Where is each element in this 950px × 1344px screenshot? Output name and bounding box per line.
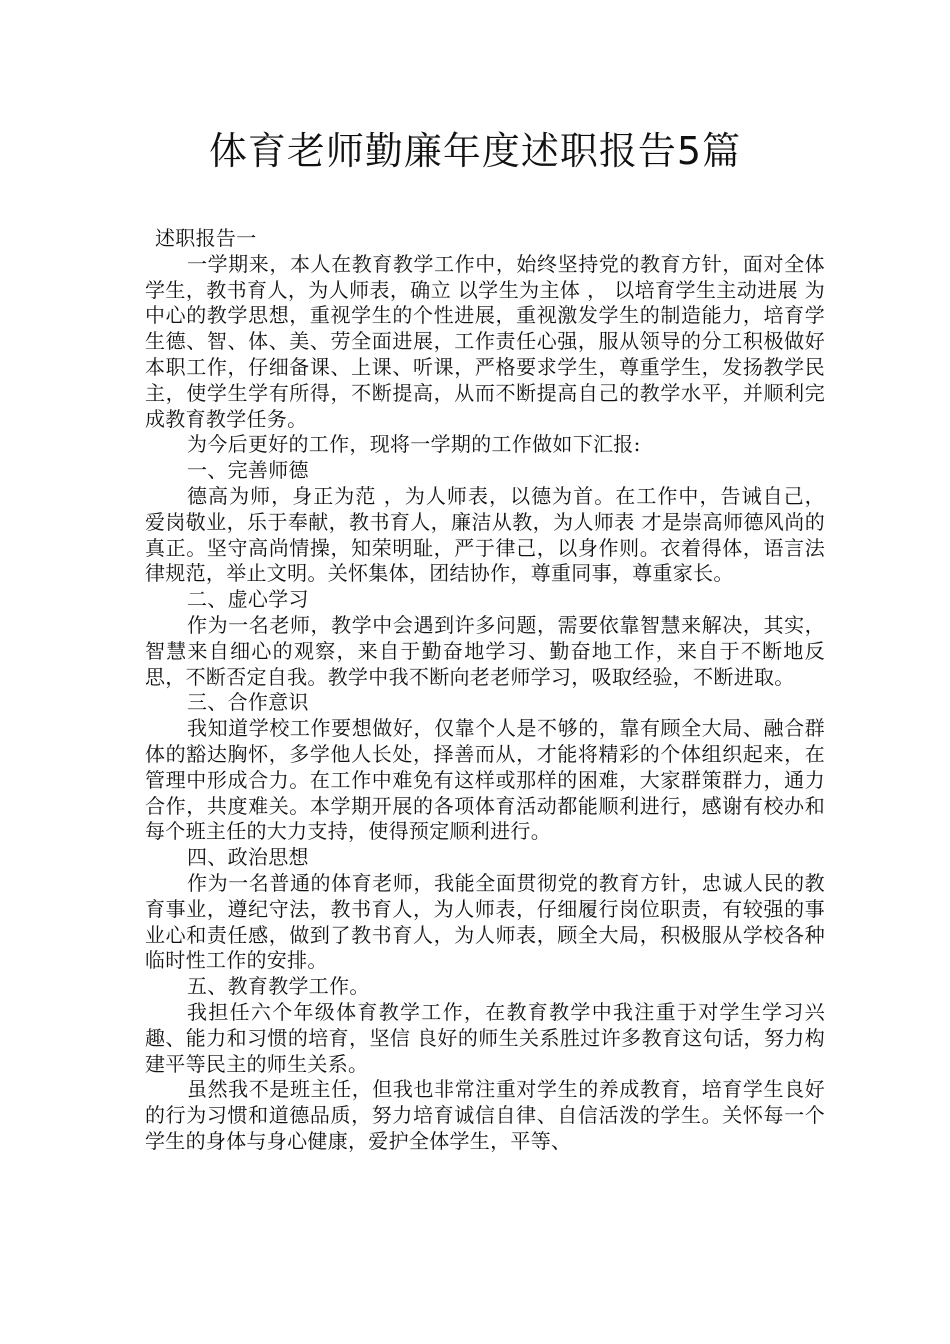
section-heading: 五、教育教学工作。 — [187, 974, 370, 999]
section-heading: 二、虚心学习 — [187, 587, 309, 612]
section-heading: 一、完善师德 — [187, 458, 309, 483]
section-heading: 四、政治思想 — [187, 845, 309, 870]
report-label: 述职报告一 — [155, 226, 257, 250]
paragraph: 德高为师，身正为范 ，为人师表，以德为首。在工作中，告诫自己， 爱岗敬业，乐于奉献，教书育人，廉洁从教，为人师表 才是崇高师德风尚的真正。坚守高尚情操，知荣明耻，严于律己，以身作则。衣着得体，语言法律规范，举止文明。关怀集体，团结协作，尊重同事，尊重家长。 — [145, 483, 825, 586]
paragraph: 虽然我不是班主任，但我也非常注重对学生的养成教育，培育学生良好的行为习惯和道德品质，努力培育诚信自律、自信活泼的学生。关怀每一个学生的身体与身心健康，爱护全体学生，平等、 — [145, 1077, 825, 1153]
paragraph: 我担任六个年级体育教学工作，在教育教学中我注重于对学生学习兴趣、能力和习惯的培育，坚信 良好的师生关系胜过许多教育这句话，努力构建平等民主的师生关系。 — [145, 999, 825, 1076]
document-body — [145, 226, 825, 1155]
paragraph: 作为一名老师，教学中会遇到许多问题，需要依靠智慧来解决，其实，智慧来自细心的观察，来自于勤奋地学习、勤奋地工作，来自于不断地反思，不断否定自我。教学中我不断向老老师学习，吸取经验，不断进取。 — [145, 612, 825, 689]
document-title: 体育老师勤廉年度述职报告5篇 — [208, 129, 742, 173]
paragraph: 我知道学校工作要想做好，仅靠个人是不够的，靠有顾全大局、融合群体的豁达胸怀，多学他人长处，择善而从，才能将精彩的个体组织起来，在管理中形成合力。在工作中难免有这样或那样的困难，大家群策群力，通力合作，共度难关。本学期开展的各项体育活动都能顺利进行，感谢有校办和每个班主任的大力支持，使得预定顺利进行。 — [145, 716, 825, 844]
paragraph: 为今后更好的工作，现将一学期的工作做如下汇报: — [187, 432, 641, 457]
paragraph: 一学期来，本人在教育教学工作中，始终坚持党的教育方针，面对全体学生，教书育人，为人师表，确立 以学生为主体 ， 以培育学生主动进展 为中心的教学思想，重视学生的个性进展，重视激发学生的制造能力，培育学生德、智、体、美、劳全面进展，工作责任心强，服从领导的分工积极做好本职工作，仔细备课、上课、听课，严格要求学生，尊重学生，发扬教学民主，使学生学有所得，不断提高，从而不断提高自己的教学水平，并顺利完成教育教学任务。 — [145, 251, 825, 431]
section-heading: 三、合作意识 — [187, 690, 309, 715]
paragraph: 作为一名普通的体育老师，我能全面贯彻党的教育方针，忠诚人民的教育事业，遵纪守法，教书育人，为人师表，仔细履行岗位职责，有较强的事业心和责任感，做到了教书育人，为人师表，顾全大局，积极服从学校各种临时性工作的安排。 — [145, 870, 825, 973]
